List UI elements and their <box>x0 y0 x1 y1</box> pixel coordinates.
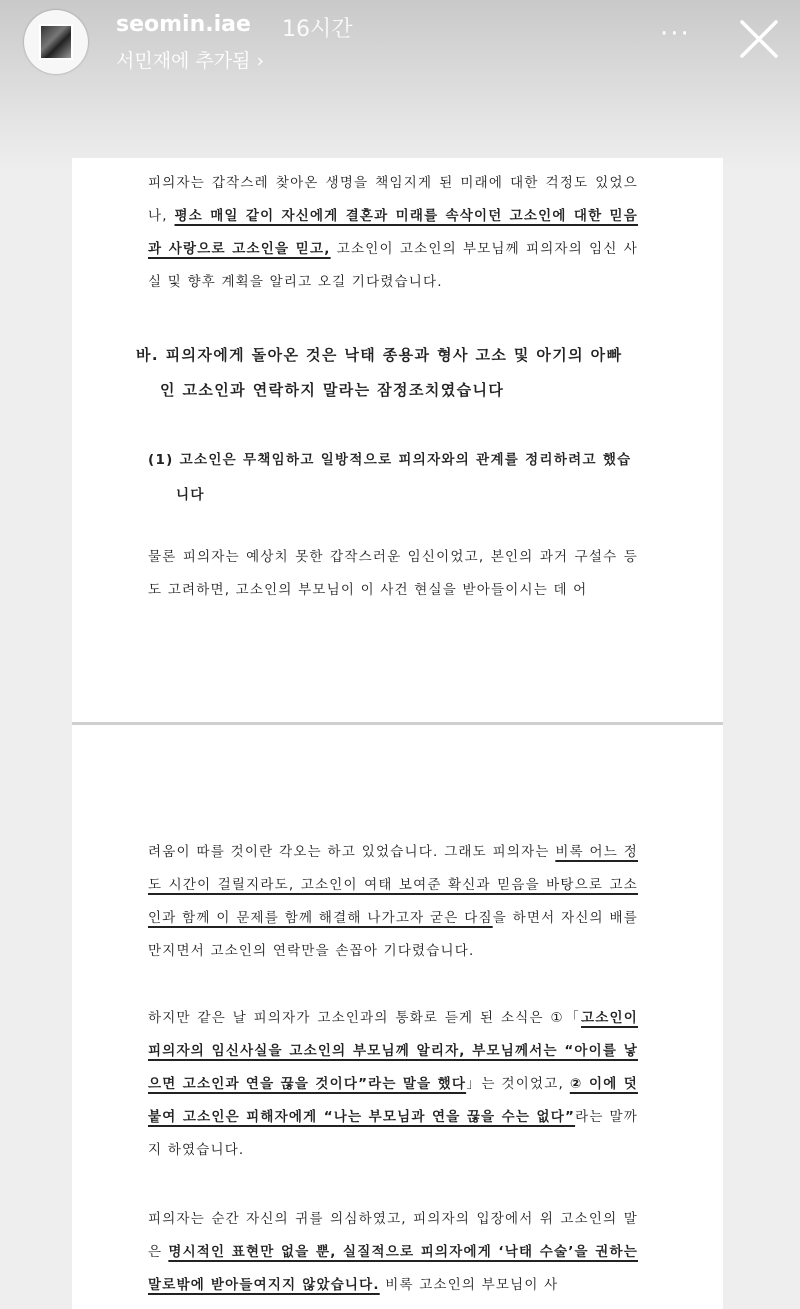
paragraph-3 <box>148 836 638 968</box>
document-page-2 <box>72 725 723 1309</box>
highlight-added-link[interactable]: 서민재에 추가됨 › <box>116 50 265 72</box>
subheading-1-line1: (1) 고소인은 무책임하고 일방적으로 피의자와의 관계를 정리하려고 했습 <box>148 452 632 468</box>
paragraph-4-quote-1: 고소인이 피의자의 임신사실을 고소인의 부모님께 알리자, 부모님께서는 “아이를 낳으면 고소인과 연을 끊을 것이다”라는 말을 했다 <box>148 1010 638 1092</box>
avatar[interactable] <box>24 10 88 74</box>
username[interactable]: seomin.iae <box>116 12 251 37</box>
section-heading-ba-line2: 인 고소인과 연락하지 말라는 잠정조치였습니다 <box>160 381 505 399</box>
paragraph-4-tail: 라는 말까지 하였습니다. <box>148 1109 638 1158</box>
paragraph-5-tail: 비록 고소인의 부모님이 사 <box>379 1277 559 1293</box>
close-icon[interactable] <box>734 14 784 64</box>
paragraph-5-text: 피의자는 순간 자신의 귀를 의심하였고, 피의자의 입장에서 위 고소인의 말은 <box>148 1211 638 1260</box>
paragraph-5 <box>148 1203 638 1302</box>
paragraph-1-underlined: 평소 매일 같이 자신에게 결혼과 미래를 속삭이던 고소인에 대한 믿음과 사랑으로 고소인을 믿고, <box>148 208 638 257</box>
subheading-1 <box>148 443 638 513</box>
paragraph-3-underlined: 비록 어느 정도 시간이 걸릴지라도, 고소인이 여태 보여준 확신과 믿음을 바탕으로 고소인과 함께 이 문제를 함께 해결해 나가고자 굳은 다짐 <box>148 844 639 926</box>
paragraph-4-quote-2: ② 이에 덧붙여 고소인은 피해자에게 “나는 부모님과 연을 끊을 수는 없다” <box>148 1076 638 1125</box>
story-header <box>0 0 800 90</box>
more-options-icon[interactable]: ··· <box>660 19 691 49</box>
paragraph-4-mid: 」는 것이었고, <box>466 1076 570 1092</box>
section-heading-ba <box>136 338 636 408</box>
paragraph-1-tail: 고소인이 고소인의 부모님께 피의자의 임신 사실 및 향후 계획을 알리고 오길 기다렸습니다. <box>148 241 638 290</box>
paragraph-2: 물론 피의자는 예상치 못한 갑작스러운 임신이었고, 본인의 과거 구설수 등도 고려하면, 고소인의 부모님이 이 사건 현실을 받아들이시는 데 어 <box>148 549 638 598</box>
subheading-1-line2: 니다 <box>176 487 205 503</box>
section-heading-ba-line1: 바. 피의자에게 돌아온 것은 낙태 종용과 형사 고소 및 아기의 아빠 <box>136 346 623 364</box>
paragraph-1-text: 피의자는 갑작스레 찾아온 생명을 책임지게 된 미래에 대한 걱정도 있었으나, <box>148 175 638 224</box>
profile-photo-icon <box>39 24 73 60</box>
paragraph-3-text: 려움이 따를 것이란 각오는 하고 있었습니다. 그래도 피의자는 <box>148 844 556 860</box>
document-page-1 <box>72 158 723 722</box>
paragraph-4 <box>148 1002 638 1167</box>
paragraph-5-underlined: 명시적인 표현만 없을 뿐, 실질적으로 피의자에게 ‘낙태 수술’을 권하는 말로밖에 받아들여지지 않았습니다. <box>148 1244 638 1293</box>
post-time: 16시간 <box>282 17 353 42</box>
paragraph-4-text: 하지만 같은 날 피의자가 고소인과의 통화로 듣게 된 소식은 ①「 <box>148 1010 582 1026</box>
paragraph-1 <box>148 167 638 299</box>
paragraph-3-tail: 을 하면서 자신의 배를 만지면서 고소인의 연락만을 손꼽아 기다렸습니다. <box>148 910 638 959</box>
